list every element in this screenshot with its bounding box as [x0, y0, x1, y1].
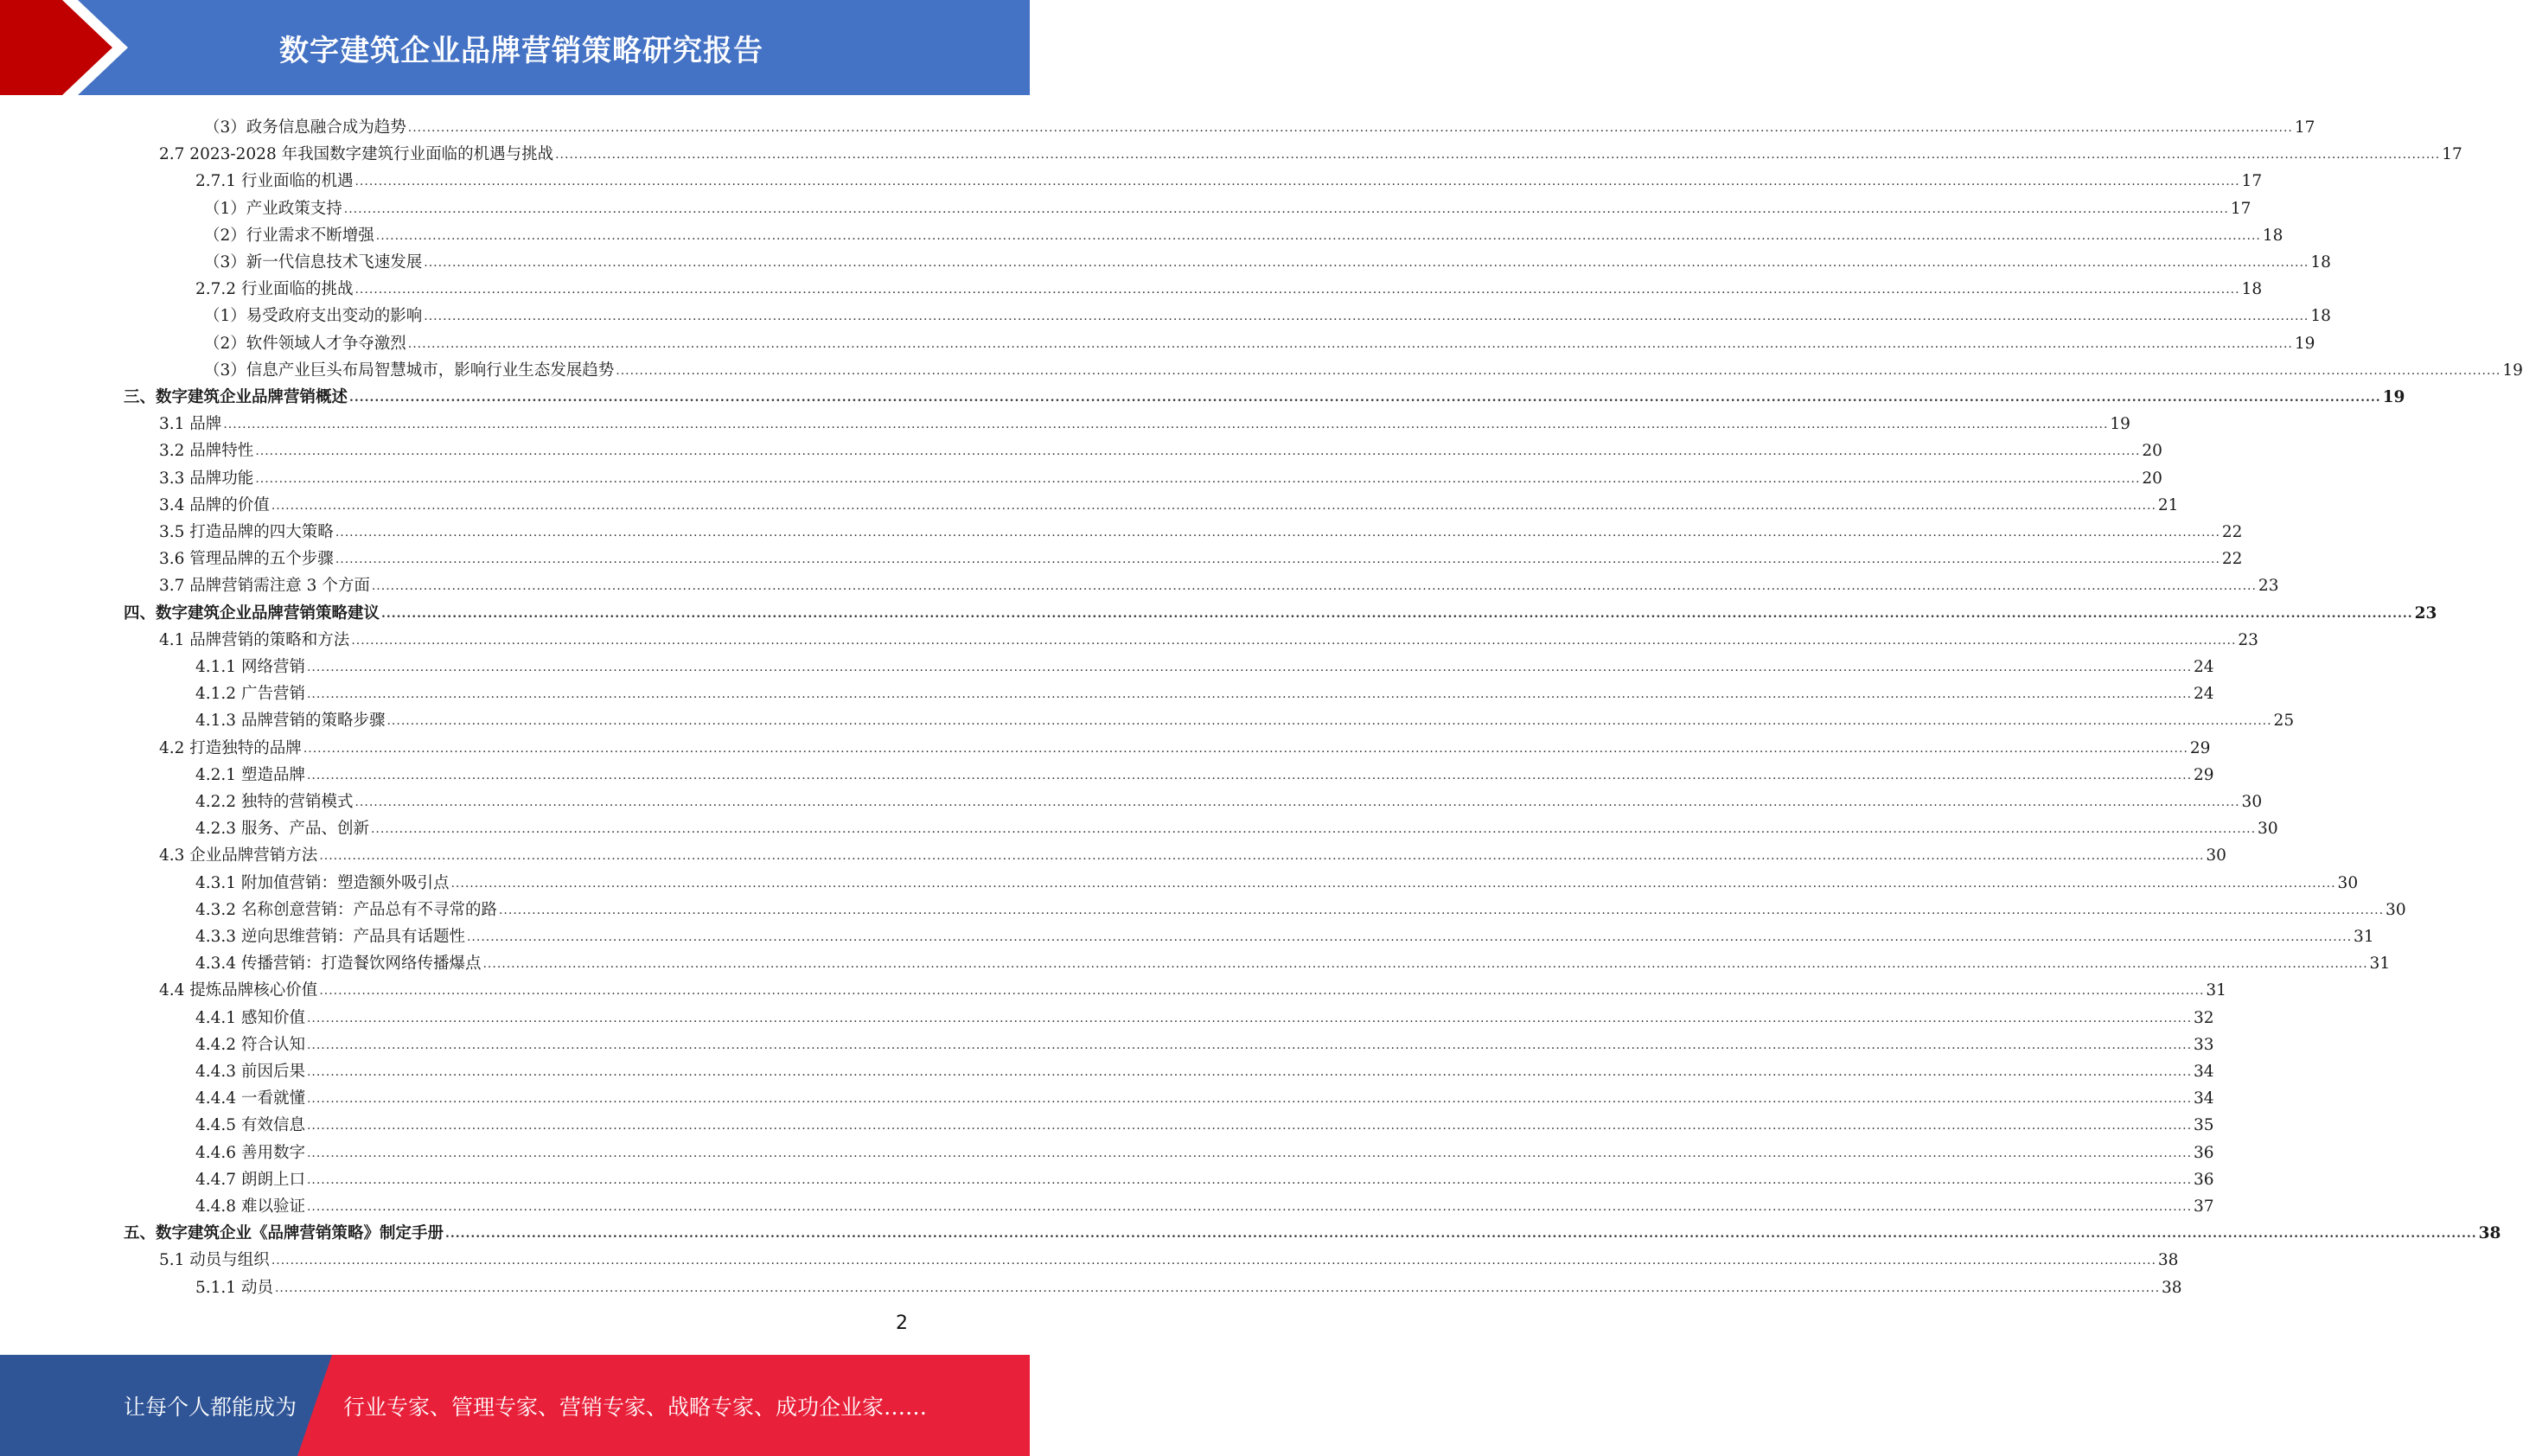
toc-leader-dots: ................................................................................................................................................................................................................................................................................................................................................................................................................: [370, 822, 2257, 837]
toc-leader-dots: ................................................................................................................................................................................................................................................................................................................................................................................................................: [445, 1227, 2477, 1242]
toc-leader-dots: ................................................................................................................................................................................................................................................................................................................................................................................................................: [450, 876, 2336, 891]
toc-entry[interactable]: [195, 866, 2359, 893]
toc-leader-dots: ................................................................................................................................................................................................................................................................................................................................................................................................................: [351, 633, 2237, 648]
toc-entry[interactable]: [195, 272, 2263, 299]
toc-entry-label: 4.2.1 塑造品牌: [195, 765, 305, 784]
toc-entry-page: 23: [2238, 630, 2258, 649]
toc-entry-page: 37: [2194, 1197, 2214, 1216]
toc-entry[interactable]: [195, 947, 2391, 974]
toc-entry[interactable]: [159, 542, 2243, 569]
toc-entry-label: 4.1 品牌营销的策略和方法: [159, 630, 350, 649]
toc-leader-dots: ................................................................................................................................................................................................................................................................................................................................................................................................................: [306, 1119, 2193, 1134]
toc-entry-label: 4.4.4 一看就懂: [195, 1089, 305, 1108]
toc-entry-page: 17: [2294, 118, 2315, 137]
toc-leader-dots: ................................................................................................................................................................................................................................................................................................................................................................................................................: [482, 957, 2368, 972]
toc-leader-dots: ................................................................................................................................................................................................................................................................................................................................................................................................................: [335, 552, 2220, 567]
toc-entry[interactable]: [204, 219, 2283, 246]
toc-entry-label: （1）产业政策支持: [204, 199, 342, 218]
toc-leader-dots: ................................................................................................................................................................................................................................................................................................................................................................................................................: [343, 201, 2229, 216]
toc-entry-label: （2）行业需求不断增强: [204, 226, 374, 245]
toc-entry[interactable]: [195, 920, 2374, 947]
page-footer: [0, 1355, 1030, 1456]
toc-entry-page: 18: [2310, 307, 2331, 326]
toc-entry-label: 4.4.6 善用数字: [195, 1143, 305, 1162]
toc-leader-dots: ................................................................................................................................................................................................................................................................................................................................................................................................................: [306, 687, 2193, 702]
toc-leader-dots: ................................................................................................................................................................................................................................................................................................................................................................................................................: [306, 1011, 2193, 1025]
toc-entry[interactable]: [195, 164, 2263, 191]
toc-entry-label: 4.3 企业品牌营销方法: [159, 846, 318, 865]
toc-leader-dots: ................................................................................................................................................................................................................................................................................................................................................................................................................: [371, 579, 2257, 594]
toc-entry-page: 30: [2337, 873, 2359, 892]
toc-entry-label: （3）信息产业巨头布局智慧城市，影响行业生态发展趋势: [204, 361, 615, 380]
toc-entry[interactable]: [195, 893, 2406, 920]
toc-entry-label: 4.4.3 前因后果: [195, 1063, 305, 1081]
toc-leader-dots: ................................................................................................................................................................................................................................................................................................................................................................................................................: [306, 1092, 2193, 1107]
toc-entry[interactable]: [204, 246, 2331, 272]
toc-entry-page: 20: [2142, 442, 2162, 461]
toc-entry-page: 34: [2194, 1089, 2214, 1108]
toc-leader-dots: ................................................................................................................................................................................................................................................................................................................................................................................................................: [306, 1146, 2193, 1160]
toc-entry[interactable]: [159, 623, 2258, 650]
toc-entry-page: 23: [2258, 577, 2279, 596]
toc-entry-label: （1）易受政府支出变动的影响: [204, 307, 423, 326]
toc-entry[interactable]: [204, 354, 2523, 380]
toc-entry[interactable]: [195, 1028, 2214, 1055]
report-title: 数字建筑企业品牌营销策略研究报告: [279, 33, 763, 68]
toc-entry-page: 22: [2221, 550, 2243, 569]
toc-entry[interactable]: [159, 407, 2130, 434]
toc-entry-page: 36: [2194, 1143, 2214, 1162]
toc-leader-dots: ................................................................................................................................................................................................................................................................................................................................................................................................................: [255, 444, 2141, 459]
toc-entry-page: 19: [2294, 334, 2315, 353]
toc-entry-label: 3.6 管理品牌的五个步骤: [159, 550, 334, 569]
toc-leader-dots: ................................................................................................................................................................................................................................................................................................................................................................................................................: [555, 148, 2441, 163]
toc-entry-page: 22: [2221, 523, 2243, 541]
toc-entry-label: 3.1 品牌: [159, 415, 222, 434]
toc-entry-label: 5.1 动员与组织: [159, 1251, 270, 1270]
toc-leader-dots: ................................................................................................................................................................................................................................................................................................................................................................................................................: [306, 1172, 2193, 1187]
toc-entry-label: 4.1.3 品牌营销的策略步骤: [195, 712, 386, 731]
toc-entry-label: 2.7 2023-2028 年我国数字建筑行业面临的机遇与挑战: [159, 145, 554, 164]
toc-entry-page: 29: [2189, 738, 2211, 757]
toc-leader-dots: ................................................................................................................................................................................................................................................................................................................................................................................................................: [306, 1065, 2193, 1079]
toc-entry-label: 4.1.1 网络营销: [195, 658, 305, 676]
toc-entry-label: 4.2.3 服务、产品、创新: [195, 820, 369, 839]
toc-leader-dots: ................................................................................................................................................................................................................................................................................................................................................................................................................: [386, 714, 2272, 729]
toc-entry-label: 4.2 打造独特的品牌: [159, 738, 302, 757]
toc-entry-page: 32: [2194, 1008, 2214, 1027]
toc-leader-dots: ................................................................................................................................................................................................................................................................................................................................................................................................................: [306, 661, 2193, 674]
toc-entry-label: 2.7.2 行业面临的挑战: [195, 280, 354, 299]
toc-entry-page: 24: [2194, 685, 2214, 704]
page-number: 2: [896, 1312, 908, 1334]
toc-entry[interactable]: [159, 489, 2179, 515]
toc-entry-page: 19: [2502, 361, 2523, 380]
toc-leader-dots: ................................................................................................................................................................................................................................................................................................................................................................................................................: [466, 930, 2353, 944]
toc-entry-label: 四、数字建筑企业品牌营销策略建议: [124, 603, 380, 623]
toc-leader-dots: ................................................................................................................................................................................................................................................................................................................................................................................................................: [306, 768, 2193, 782]
toc-entry-page: 21: [2157, 495, 2179, 514]
toc-entry[interactable]: [195, 1055, 2214, 1082]
toc-leader-dots: ................................................................................................................................................................................................................................................................................................................................................................................................................: [407, 336, 2293, 351]
footer-slogan-left: 让每个人都能成为: [124, 1394, 297, 1420]
toc-entry[interactable]: [195, 812, 2278, 839]
toc-leader-dots: ................................................................................................................................................................................................................................................................................................................................................................................................................: [354, 283, 2240, 297]
toc-leader-dots: ................................................................................................................................................................................................................................................................................................................................................................................................................: [274, 1280, 2161, 1295]
toc-entry-label: 5.1.1 动员: [195, 1278, 273, 1297]
toc-entry[interactable]: [195, 1136, 2214, 1163]
toc-entry[interactable]: [195, 785, 2263, 812]
toc-entry[interactable]: [195, 758, 2214, 785]
toc-leader-dots: ................................................................................................................................................................................................................................................................................................................................................................................................................: [498, 903, 2385, 917]
toc-entry-page: 17: [2241, 172, 2263, 191]
toc-entry-page: 38: [2157, 1251, 2179, 1270]
toc-entry-page: 30: [2258, 820, 2278, 839]
toc-entry[interactable]: [159, 569, 2279, 596]
toc-entry-page: 34: [2194, 1063, 2214, 1081]
toc-entry-label: 五、数字建筑企业《品牌营销策略》制定手册: [124, 1224, 444, 1243]
toc-entry[interactable]: [124, 380, 2405, 407]
toc-entry-page: 17: [2230, 199, 2252, 218]
toc-leader-dots: ................................................................................................................................................................................................................................................................................................................................................................................................................: [424, 310, 2309, 324]
toc-entry-label: 三、数字建筑企业品牌营销概述: [124, 388, 348, 406]
toc-leader-dots: ................................................................................................................................................................................................................................................................................................................................................................................................................: [381, 606, 2413, 621]
toc-entry-label: 3.3 品牌功能: [159, 469, 254, 488]
toc-leader-dots: ................................................................................................................................................................................................................................................................................................................................................................................................................: [354, 175, 2240, 189]
toc-entry[interactable]: [159, 1243, 2179, 1270]
toc-entry-page: 25: [2273, 712, 2295, 731]
toc-entry-label: 4.4.7 朗朗上口: [195, 1170, 305, 1189]
toc-entry-page: 38: [2478, 1224, 2501, 1243]
toc-entry[interactable]: [195, 1001, 2214, 1028]
toc-entry[interactable]: [195, 704, 2295, 731]
toc-entry[interactable]: [159, 515, 2243, 542]
toc-leader-dots: ................................................................................................................................................................................................................................................................................................................................................................................................................: [616, 363, 2501, 378]
toc-entry-label: 2.7.1 行业面临的机遇: [195, 172, 354, 191]
toc-entry[interactable]: [195, 650, 2214, 677]
toc-entry[interactable]: [204, 192, 2252, 219]
toc-leader-dots: ................................................................................................................................................................................................................................................................................................................................................................................................................: [223, 418, 2109, 432]
toc-entry-page: 29: [2194, 765, 2214, 784]
toc-leader-dots: ................................................................................................................................................................................................................................................................................................................................................................................................................: [354, 795, 2240, 809]
toc-entry-page: 35: [2194, 1116, 2214, 1135]
toc-entry-page: 20: [2142, 469, 2162, 488]
toc-entry[interactable]: [159, 974, 2226, 1000]
toc-entry-page: 23: [2414, 603, 2437, 623]
toc-leader-dots: ................................................................................................................................................................................................................................................................................................................................................................................................................: [335, 526, 2220, 540]
toc-entry-page: 24: [2194, 658, 2214, 676]
toc-entry-label: 4.3.1 附加值营销：塑造额外吸引点: [195, 873, 450, 892]
toc-entry[interactable]: [195, 1108, 2214, 1135]
toc-entry[interactable]: [195, 677, 2214, 704]
toc-entry-page: 18: [2241, 280, 2263, 299]
toc-leader-dots: ................................................................................................................................................................................................................................................................................................................................................................................................................: [303, 741, 2188, 756]
toc-entry-label: 4.4.8 难以验证: [195, 1197, 305, 1216]
toc-entry[interactable]: [204, 327, 2315, 354]
toc-entry[interactable]: [195, 1271, 2182, 1298]
toc-entry[interactable]: [195, 1082, 2214, 1108]
toc-leader-dots: ................................................................................................................................................................................................................................................................................................................................................................................................................: [319, 984, 2205, 999]
toc-entry-page: 18: [2310, 253, 2331, 271]
toc-entry-label: 4.1.2 广告营销: [195, 685, 305, 704]
toc-leader-dots: ................................................................................................................................................................................................................................................................................................................................................................................................................: [319, 849, 2205, 864]
toc-entry-label: （2）软件领域人才争夺激烈: [204, 334, 406, 353]
toc-entry-label: 3.5 打造品牌的四大策略: [159, 523, 334, 541]
toc-entry[interactable]: [159, 137, 2462, 164]
toc-leader-dots: ................................................................................................................................................................................................................................................................................................................................................................................................................: [375, 228, 2261, 243]
footer-slogan-right: 行业专家、管理专家、营销专家、战略专家、成功企业家……: [343, 1394, 928, 1420]
toc-entry-page: 30: [2241, 793, 2263, 811]
toc-entry-label: 4.2.2 独特的营销模式: [195, 793, 354, 811]
toc-entry-label: 4.4.1 感知价值: [195, 1008, 305, 1027]
toc-entry-page: 19: [2110, 415, 2130, 434]
toc-leader-dots: ................................................................................................................................................................................................................................................................................................................................................................................................................: [407, 121, 2293, 135]
toc-entry-label: 3.2 品牌特性: [159, 442, 254, 461]
toc-entry-label: 4.3.4 传播营销：打造餐饮网络传播爆点: [195, 955, 482, 974]
page-header: [0, 0, 1030, 95]
toc-entry[interactable]: [159, 839, 2226, 865]
toc-entry-page: 31: [2369, 955, 2391, 974]
toc-entry[interactable]: [204, 111, 2315, 137]
toc-leader-dots: ................................................................................................................................................................................................................................................................................................................................................................................................................: [255, 471, 2141, 486]
toc-entry-label: （3）政务信息融合成为趋势: [204, 118, 406, 137]
toc-entry-page: 36: [2194, 1170, 2214, 1189]
toc-entry[interactable]: [195, 1163, 2214, 1190]
toc-entry-label: 4.4 提炼品牌核心价值: [159, 981, 318, 1000]
toc-entry-label: 3.4 品牌的价值: [159, 495, 270, 514]
toc-entry-page: 19: [2382, 388, 2405, 406]
toc-leader-dots: ................................................................................................................................................................................................................................................................................................................................................................................................................: [424, 256, 2309, 270]
toc-leader-dots: ................................................................................................................................................................................................................................................................................................................................................................................................................: [271, 498, 2156, 513]
toc-entry[interactable]: [204, 299, 2331, 326]
toc-entry-page: 30: [2206, 846, 2226, 865]
toc-entry[interactable]: [159, 434, 2162, 461]
toc-entry-page: 18: [2262, 226, 2283, 245]
toc-entry-label: 3.7 品牌营销需注意 3 个方面: [159, 577, 370, 596]
toc-entry[interactable]: [159, 731, 2211, 758]
toc-entry-label: 4.3.2 名称创意营销：产品总有不寻常的路: [195, 900, 497, 919]
toc-entry-label: 4.4.5 有效信息: [195, 1116, 305, 1135]
toc-entry-label: （3）新一代信息技术飞速发展: [204, 253, 423, 271]
toc-leader-dots: ................................................................................................................................................................................................................................................................................................................................................................................................................: [306, 1200, 2193, 1214]
toc-entry[interactable]: [124, 597, 2437, 623]
toc-leader-dots: ................................................................................................................................................................................................................................................................................................................................................................................................................: [306, 1038, 2193, 1052]
toc-entry-label: 4.3.3 逆向思维营销：产品具有话题性: [195, 928, 465, 946]
toc-entry-page: 31: [2206, 981, 2226, 1000]
toc-entry[interactable]: [124, 1217, 2501, 1243]
toc-leader-dots: ................................................................................................................................................................................................................................................................................................................................................................................................................: [271, 1254, 2156, 1268]
toc-entry-page: 17: [2442, 145, 2462, 164]
toc-entry[interactable]: [195, 1190, 2214, 1217]
toc-entry-page: 30: [2386, 900, 2406, 919]
toc-entry[interactable]: [159, 462, 2162, 489]
toc-entry-page: 33: [2194, 1035, 2214, 1054]
toc-leader-dots: ................................................................................................................................................................................................................................................................................................................................................................................................................: [349, 391, 2381, 405]
toc-entry-page: 38: [2162, 1278, 2182, 1297]
toc-entry-page: 31: [2354, 928, 2374, 946]
toc-entry-label: 4.4.2 符合认知: [195, 1035, 305, 1054]
